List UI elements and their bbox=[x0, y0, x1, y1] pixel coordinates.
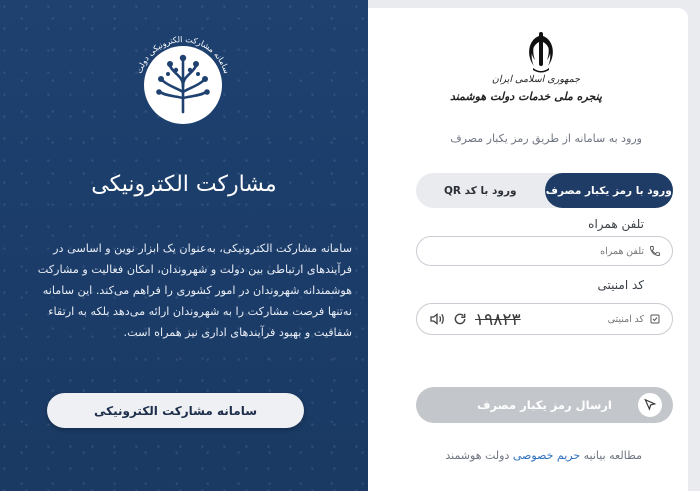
privacy-suffix: دولت هوشمند bbox=[445, 449, 510, 462]
logo-ring-top-text: سامانه مشارکت الکترونیکی دولت bbox=[134, 34, 232, 75]
logo-emblem bbox=[144, 46, 222, 124]
tree-icon bbox=[144, 46, 222, 124]
privacy-statement bbox=[445, 449, 642, 462]
speaker-icon[interactable] bbox=[429, 311, 445, 330]
cursor-pointer-icon bbox=[638, 393, 662, 417]
send-otp-label: ارسال رمز یکبار مصرف bbox=[477, 398, 612, 412]
captcha-image: ۱۹۸۲۳ bbox=[475, 310, 521, 330]
e-participation-logo bbox=[128, 30, 238, 140]
privacy-prefix: مطالعه بیانیه bbox=[583, 449, 642, 462]
phone-icon bbox=[648, 244, 662, 258]
tab-qr-login[interactable]: ورود با کد QR bbox=[443, 184, 517, 197]
send-otp-button[interactable] bbox=[416, 387, 673, 423]
e-participation-button[interactable]: سامانه مشارکت الکترونیکی bbox=[47, 393, 304, 428]
privacy-link[interactable]: حریم خصوصی bbox=[512, 449, 581, 462]
refresh-icon[interactable] bbox=[453, 311, 467, 330]
phone-label: تلفن همراه bbox=[588, 217, 644, 231]
panel-title: مشارکت الکترونیکی bbox=[91, 172, 277, 197]
tab-otp-login[interactable]: ورود با رمز یکبار مصرف bbox=[545, 173, 674, 208]
login-card bbox=[368, 8, 688, 491]
iran-emblem-icon bbox=[520, 30, 562, 74]
captcha-field[interactable] bbox=[416, 303, 673, 335]
phone-field[interactable] bbox=[416, 236, 673, 266]
phone-input[interactable] bbox=[444, 246, 644, 257]
login-method-tabs bbox=[416, 173, 673, 208]
shield-check-icon bbox=[648, 312, 662, 326]
panel-description: سامانه مشارکت الکترونیکی، به‌عنوان یک ابزار نوین و اساسی در فرآیندهای ارتباطی بین دولت و شهروندان، امکان فعالیت و مشارکت هوشمندانه شهروندان در امور کشوری را فراهم می‌کند. این سامانه نه‌تنها فرصت مشارکت را به شهروندان ارائه می‌دهد بلکه به ارتقاء شفافیت و بهبود فرآیندهای اداری نیز همراه است. bbox=[37, 242, 352, 339]
login-subtitle: ورود به سامانه از طریق رمز یکبار مصرف bbox=[450, 132, 642, 145]
government-name: جمهوری اسلامی ایران bbox=[491, 74, 580, 85]
portal-name: پنجره ملی خدمات دولت هوشمند bbox=[449, 90, 602, 103]
captcha-label: کد امنیتی bbox=[597, 278, 644, 292]
captcha-widget bbox=[429, 310, 521, 330]
captcha-input[interactable] bbox=[564, 314, 644, 325]
